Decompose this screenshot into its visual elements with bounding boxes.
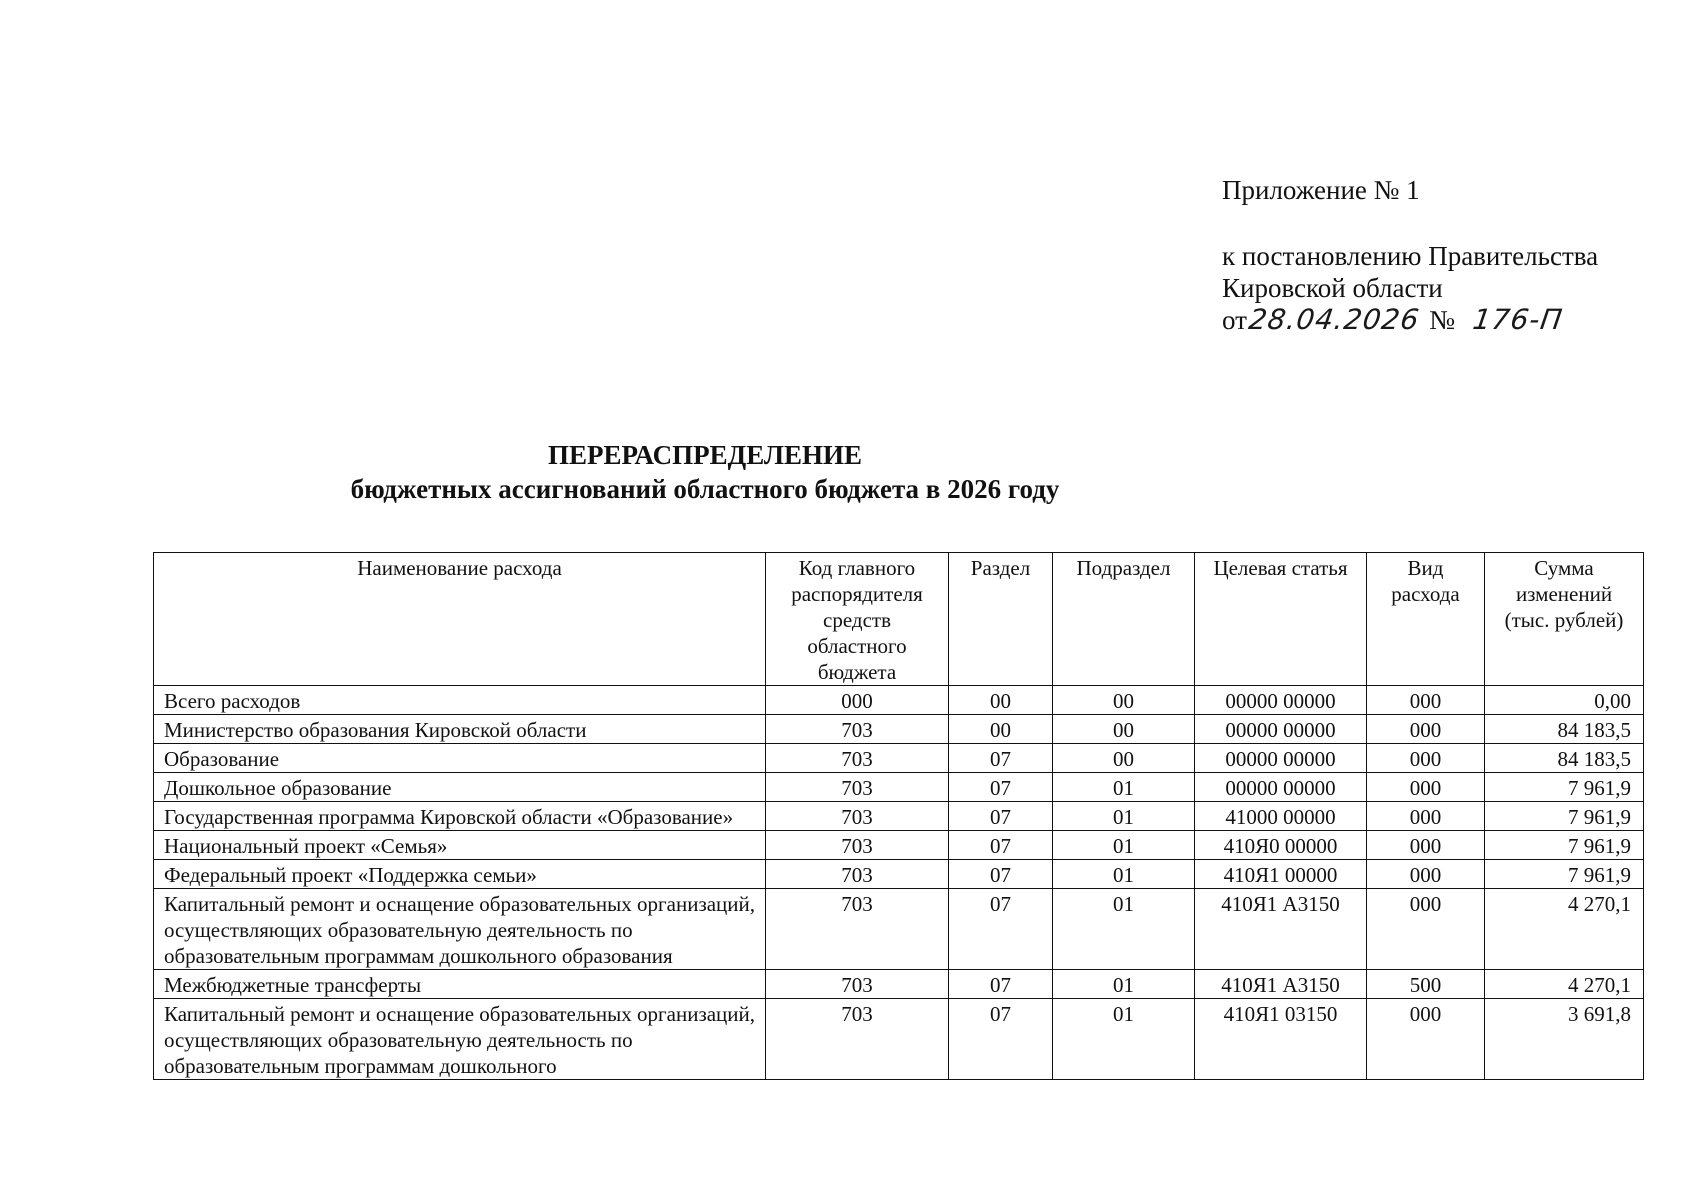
table-row <box>154 860 1644 889</box>
expense-type-cell: 500 <box>1367 970 1485 999</box>
appendix-block <box>1222 174 1598 336</box>
appendix-decree-line: к постановлению Правительства <box>1222 241 1599 271</box>
expense-name-cell: Образование <box>154 744 766 773</box>
table-row <box>154 970 1644 999</box>
amount-cell: 0,00 <box>1485 686 1644 715</box>
target-article-cell: 00000 00000 <box>1195 686 1367 715</box>
admin-code-cell: 703 <box>766 999 949 1080</box>
appendix-title: Приложение № 1 <box>1222 175 1420 205</box>
admin-code-cell: 703 <box>766 889 949 970</box>
target-article-cell: 00000 00000 <box>1195 744 1367 773</box>
appendix-date-line <box>1222 304 1598 336</box>
expense-name-cell: Капитальный ремонт и оснащение образовательных организаций, осуществляющих образовательную деятельность по образовательным программам дошкольного <box>154 999 766 1080</box>
section-cell: 07 <box>949 744 1053 773</box>
expense-type-cell: 000 <box>1367 860 1485 889</box>
expense-type-cell: 000 <box>1367 773 1485 802</box>
section-cell: 07 <box>949 970 1053 999</box>
amount-cell: 7 961,9 <box>1485 831 1644 860</box>
expense-name-cell: Дошкольное образование <box>154 773 766 802</box>
admin-code-cell: 703 <box>766 744 949 773</box>
target-article-cell: 410Я1 А3150 <box>1195 889 1367 970</box>
expense-type-cell: 000 <box>1367 889 1485 970</box>
admin-code-cell: 703 <box>766 802 949 831</box>
column-header: Код главного распорядителя средств областного бюджета <box>766 553 949 686</box>
expense-name-cell: Министерство образования Кировской области <box>154 715 766 744</box>
admin-code-cell: 703 <box>766 970 949 999</box>
subsection-cell: 01 <box>1053 831 1195 860</box>
subsection-cell: 00 <box>1053 744 1195 773</box>
date-prefix: от <box>1222 305 1247 335</box>
admin-code-cell: 703 <box>766 715 949 744</box>
appendix-region-line: Кировской области <box>1222 273 1443 303</box>
document-title: ПЕРЕРАСПРЕДЕЛЕНИЕ <box>547 440 863 470</box>
table-row <box>154 744 1644 773</box>
table-row <box>154 999 1644 1080</box>
budget-table <box>153 552 1644 1080</box>
amount-cell: 84 183,5 <box>1485 744 1644 773</box>
column-header: Наименование расхода <box>154 553 766 686</box>
expense-type-cell: 000 <box>1367 744 1485 773</box>
handwritten-date: 28.04.2026 <box>1246 303 1422 336</box>
expense-name-cell: Межбюджетные трансферты <box>154 970 766 999</box>
table-row <box>154 831 1644 860</box>
amount-cell: 84 183,5 <box>1485 715 1644 744</box>
expense-name-cell: Федеральный проект «Поддержка семьи» <box>154 860 766 889</box>
amount-cell: 7 961,9 <box>1485 773 1644 802</box>
handwritten-number: 176-П <box>1470 303 1566 336</box>
section-cell: 07 <box>949 773 1053 802</box>
target-article-cell: 410Я1 А3150 <box>1195 970 1367 999</box>
target-article-cell: 410Я1 00000 <box>1195 860 1367 889</box>
subsection-cell: 01 <box>1053 773 1195 802</box>
column-header: Целевая статья <box>1195 553 1367 686</box>
subsection-cell: 00 <box>1053 715 1195 744</box>
admin-code-cell: 703 <box>766 831 949 860</box>
table-row <box>154 889 1644 970</box>
subsection-cell: 01 <box>1053 889 1195 970</box>
expense-name-cell: Национальный проект «Семья» <box>154 831 766 860</box>
subsection-cell: 01 <box>1053 802 1195 831</box>
target-article-cell: 41000 00000 <box>1195 802 1367 831</box>
column-header: Подраздел <box>1053 553 1195 686</box>
target-article-cell: 00000 00000 <box>1195 773 1367 802</box>
admin-code-cell: 000 <box>766 686 949 715</box>
section-cell: 07 <box>949 831 1053 860</box>
admin-code-cell: 703 <box>766 773 949 802</box>
amount-cell: 7 961,9 <box>1485 802 1644 831</box>
expense-type-cell: 000 <box>1367 802 1485 831</box>
document-heading <box>0 438 1410 506</box>
target-article-cell: 00000 00000 <box>1195 715 1367 744</box>
subsection-cell: 01 <box>1053 999 1195 1080</box>
target-article-cell: 410Я1 03150 <box>1195 999 1367 1080</box>
section-cell: 00 <box>949 686 1053 715</box>
admin-code-cell: 703 <box>766 860 949 889</box>
column-header: Раздел <box>949 553 1053 686</box>
section-cell: 07 <box>949 802 1053 831</box>
amount-cell: 3 691,8 <box>1485 999 1644 1080</box>
amount-cell: 4 270,1 <box>1485 970 1644 999</box>
expense-name-cell: Всего расходов <box>154 686 766 715</box>
table-row <box>154 686 1644 715</box>
expense-type-cell: 000 <box>1367 831 1485 860</box>
amount-cell: 7 961,9 <box>1485 860 1644 889</box>
target-article-cell: 410Я0 00000 <box>1195 831 1367 860</box>
table-row <box>154 802 1644 831</box>
column-header: Вид расхода <box>1367 553 1485 686</box>
table-row <box>154 715 1644 744</box>
expense-type-cell: 000 <box>1367 686 1485 715</box>
expense-name-cell: Капитальный ремонт и оснащение образовательных организаций, осуществляющих образовательную деятельность по образовательным программам дошкольного образования <box>154 889 766 970</box>
subsection-cell: 01 <box>1053 970 1195 999</box>
expense-type-cell: 000 <box>1367 715 1485 744</box>
table-header-row <box>154 553 1644 686</box>
section-cell: 00 <box>949 715 1053 744</box>
amount-cell: 4 270,1 <box>1485 889 1644 970</box>
section-cell: 07 <box>949 860 1053 889</box>
expense-name-cell: Государственная программа Кировской области «Образование» <box>154 802 766 831</box>
column-header: Сумма изменений (тыс. рублей) <box>1485 553 1644 686</box>
document-subtitle: бюджетных ассигнований областного бюджета в 2026 году <box>350 474 1060 504</box>
table-row <box>154 773 1644 802</box>
expense-type-cell: 000 <box>1367 999 1485 1080</box>
number-label: № <box>1429 305 1456 335</box>
section-cell: 07 <box>949 999 1053 1080</box>
subsection-cell: 00 <box>1053 686 1195 715</box>
subsection-cell: 01 <box>1053 860 1195 889</box>
section-cell: 07 <box>949 889 1053 970</box>
